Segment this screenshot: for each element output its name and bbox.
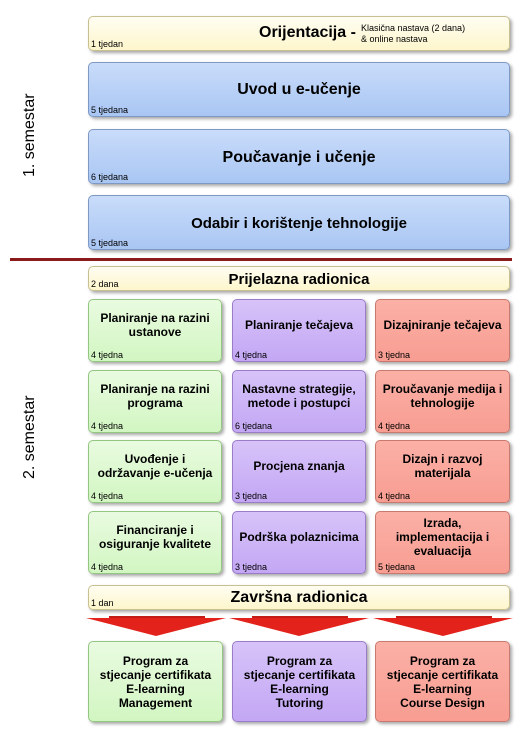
orientation-duration: 1 tjedan xyxy=(91,39,124,49)
module-cell xyxy=(375,440,510,503)
module-label: Financiranje i osiguranje kvalitete xyxy=(98,522,212,551)
module-label: Nastavne strategije, metode i postupci xyxy=(242,381,356,410)
module-cell xyxy=(88,511,222,574)
module-label: Podrška polaznicima xyxy=(239,529,359,544)
transition-workshop-block xyxy=(88,266,510,291)
certificate-label: Program za stjecanje certifikata E-learning Course Design xyxy=(386,653,499,710)
module-duration: 4 tjedna xyxy=(91,421,124,431)
technology-block xyxy=(88,195,510,250)
semester-divider xyxy=(10,258,512,261)
module-label: Izrada, implementacija i evaluacija xyxy=(395,515,490,558)
module-label: Dizajniranje tečajeva xyxy=(383,317,502,332)
module-duration: 3 tjedna xyxy=(235,562,268,572)
final-workshop-duration: 1 dan xyxy=(91,598,114,608)
certificate-course-design xyxy=(375,641,510,722)
semester-2-label: 2. semestar xyxy=(21,395,38,479)
module-cell xyxy=(232,511,366,574)
module-label: Planiranje na razini programa xyxy=(100,381,210,410)
transition-workshop-title: Prijelazna radionica xyxy=(228,271,370,288)
module-duration: 4 tjedna xyxy=(91,491,124,501)
module-label: Uvođenje i održavanje e-učenja xyxy=(97,451,213,480)
module-cell xyxy=(232,370,366,433)
module-duration: 4 tjedna xyxy=(378,491,411,501)
module-cell xyxy=(232,440,366,503)
transition-workshop-duration: 2 dana xyxy=(91,279,119,289)
module-duration: 4 tjedna xyxy=(235,350,268,360)
arrow-down-icon xyxy=(86,618,226,636)
module-duration: 4 tjedna xyxy=(378,421,411,431)
module-label: Dizajn i razvoj materijala xyxy=(402,451,483,480)
module-duration: 3 tjedna xyxy=(235,491,268,501)
certificate-management xyxy=(88,641,223,722)
teaching-learning-title: Poučavanje i učenje xyxy=(222,149,376,166)
semester-1-label: 1. semestar xyxy=(21,93,38,177)
technology-title: Odabir i korištenje tehnologije xyxy=(191,215,407,232)
module-label: Planiranje tečajeva xyxy=(244,317,354,332)
module-duration: 4 tjedna xyxy=(91,350,124,360)
module-label: Proučavanje medija i tehnologije xyxy=(382,381,503,410)
technology-duration: 5 tjedana xyxy=(91,238,129,248)
module-cell xyxy=(88,299,222,362)
module-cell xyxy=(232,299,366,362)
teaching-learning-duration: 6 tjedana xyxy=(91,172,129,182)
module-cell xyxy=(88,440,222,503)
module-cell xyxy=(375,511,510,574)
module-cell xyxy=(88,370,222,433)
module-cell xyxy=(375,299,510,362)
module-label: Planiranje na razini ustanove xyxy=(100,310,210,339)
intro-elearning-block xyxy=(88,62,510,117)
module-duration: 4 tjedna xyxy=(91,562,124,572)
orientation-note: Klasična nastava (2 dana) & online nastava xyxy=(361,23,466,44)
arrow-down-icon xyxy=(373,618,513,636)
module-duration: 6 tjedana xyxy=(235,421,273,431)
module-label: Procjena znanja xyxy=(253,458,345,473)
teaching-learning-block xyxy=(88,129,510,184)
orientation-block xyxy=(88,16,510,51)
certificate-tutoring xyxy=(232,641,367,722)
final-workshop-title: Završna radionica xyxy=(230,589,368,606)
intro-elearning-duration: 5 tjedana xyxy=(91,105,129,115)
certificate-label: Program za stjecanje certifikata E-learning Management xyxy=(99,653,212,710)
certificate-label: Program za stjecanje certifikata E-learning Tutoring xyxy=(243,653,356,710)
intro-elearning-title: Uvod u e-učenje xyxy=(237,81,361,98)
orientation-title: Orijentacija - xyxy=(259,24,356,41)
module-cell xyxy=(375,370,510,433)
arrow-down-icon xyxy=(229,618,369,636)
module-duration: 5 tjedana xyxy=(378,562,416,572)
module-duration: 3 tjedna xyxy=(378,350,411,360)
final-workshop-block xyxy=(88,585,510,610)
